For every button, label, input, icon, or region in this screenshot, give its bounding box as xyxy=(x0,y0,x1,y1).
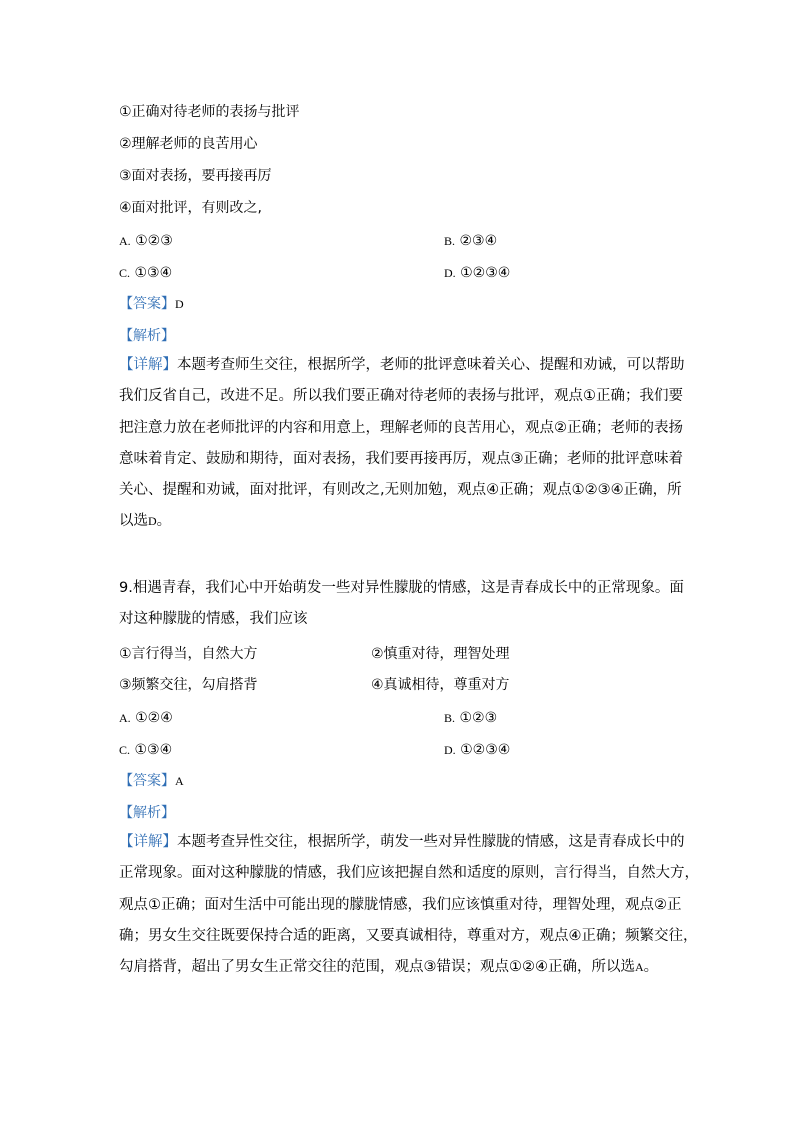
q8-answer-tag: 【答案】 xyxy=(119,296,175,312)
q9-statement-1: ①言行得当，自然大方 xyxy=(119,646,258,662)
q9-detail-line-4: 确；男女生交往既要保持合适的距离，又要真诚相待，尊重对方，观点④正确；频繁交往， xyxy=(119,927,698,944)
q9-detail-tag: 【详解】 xyxy=(119,834,177,850)
q9-option-a xyxy=(119,708,173,728)
q9-stem-line-2: 对这种朦胧的情感，我们应该 xyxy=(119,611,308,628)
q9-option-c-letter: C. xyxy=(119,743,131,757)
q9-detail-line-1: 【详解】本题考查异性交往，根据所学，萌发一些对异性朦胧的情感，这是青春成长中的 xyxy=(119,834,685,850)
q8-analysis-tag: 【解析】 xyxy=(119,328,175,344)
q8-option-c-text: ①③④ xyxy=(134,265,173,281)
q8-statement-1: ①正确对待老师的表扬与批评 xyxy=(119,104,300,120)
q9-option-d-text: ①②③④ xyxy=(460,742,511,758)
q8-answer xyxy=(119,294,184,314)
q9-detail-line-3: 观点①正确；面对生活中可能出现的朦胧情感，我们应该慎重对待，理智处理，观点②正 xyxy=(119,896,682,913)
q9-statement-3: ③频繁交往，勾肩搭背 xyxy=(119,677,258,693)
q9-statement-2: ②慎重对待，理智处理 xyxy=(371,646,510,662)
q9-option-a-text: ①②④ xyxy=(135,710,173,726)
q9-stem-line-1: 9.相遇青春，我们心中开始萌发一些对异性朦胧的情感，这是青春成长中的正常现象。面 xyxy=(119,580,684,596)
q9-detail-line-5: 勾肩搭背，超出了男女生正常交往的范围，观点③错误；观点①②④正确，所以选A。 xyxy=(119,959,659,976)
q8-option-b-letter: B. xyxy=(444,234,456,248)
q9-detail-line-2: 正常现象。面对这种朦胧的情感，我们应该把握自然和适度的原则，言行得当，自然大方， xyxy=(119,865,699,882)
q8-option-d xyxy=(444,263,510,283)
q8-option-d-letter: D. xyxy=(444,266,456,280)
q8-option-c-letter: C. xyxy=(119,266,131,280)
q8-detail-end-letter: D xyxy=(148,514,157,529)
q8-detail-line-4: 意味着肯定、鼓励和期待，面对表扬，我们要再接再厉，观点③正确；老师的批评意味着 xyxy=(119,450,683,467)
q9-statement-4: ④真诚相待，尊重对方 xyxy=(371,677,510,693)
q8-statement-3: ③面对表扬，要再接再厉 xyxy=(119,168,272,184)
q8-option-b xyxy=(444,231,497,251)
q8-detail-tag: 【详解】 xyxy=(119,357,177,373)
q8-option-a-letter: A. xyxy=(119,234,131,248)
q8-detail-line-2: 我们反省自己，改进不足。所以我们要正确对待老师的表扬与批评，观点①正确；我们要 xyxy=(119,388,683,405)
q8-detail-line-5: 关心、提醒和劝诫，面对批评，有则改之,无则加勉，观点④正确；观点①②③④正确，所 xyxy=(119,482,682,499)
q8-answer-value: D xyxy=(175,297,184,311)
q9-option-c-text: ①③④ xyxy=(134,742,173,758)
q9-answer-value: A xyxy=(175,774,184,788)
q8-option-c xyxy=(119,263,172,283)
q9-stem xyxy=(119,573,684,636)
q8-statement-4: ④面对批评，有则改之, xyxy=(119,200,263,216)
q8-detail-line-6: 以选D。 xyxy=(119,513,172,530)
q8-option-d-text: ①②③④ xyxy=(460,265,511,281)
q9-detail xyxy=(119,827,699,983)
q9-detail-end-letter: A xyxy=(635,960,644,975)
q9-option-d-letter: D. xyxy=(444,743,456,757)
q8-detail xyxy=(119,350,685,538)
q9-option-c xyxy=(119,740,172,760)
q8-statement-2: ②理解老师的良苦用心 xyxy=(119,136,258,152)
q9-answer xyxy=(119,771,184,791)
q8-option-a xyxy=(119,231,173,251)
q8-detail-line-3: 把注意力放在老师批评的内容和用意上，理解老师的良苦用心，观点②正确；老师的表扬 xyxy=(119,419,683,436)
q8-option-a-text: ①②③ xyxy=(135,233,173,249)
q9-option-b xyxy=(444,708,497,728)
q9-option-b-letter: B. xyxy=(444,711,456,725)
q9-analysis-tag: 【解析】 xyxy=(119,805,175,821)
q9-option-a-letter: A. xyxy=(119,711,131,725)
q9-option-d xyxy=(444,740,510,760)
q8-detail-line-1: 【详解】本题考查师生交往，根据所学，老师的批评意味着关心、提醒和劝诫，可以帮助 xyxy=(119,357,685,373)
q8-option-b-text: ②③④ xyxy=(459,233,498,249)
q9-answer-tag: 【答案】 xyxy=(119,773,175,789)
q9-option-b-text: ①②③ xyxy=(459,710,498,726)
